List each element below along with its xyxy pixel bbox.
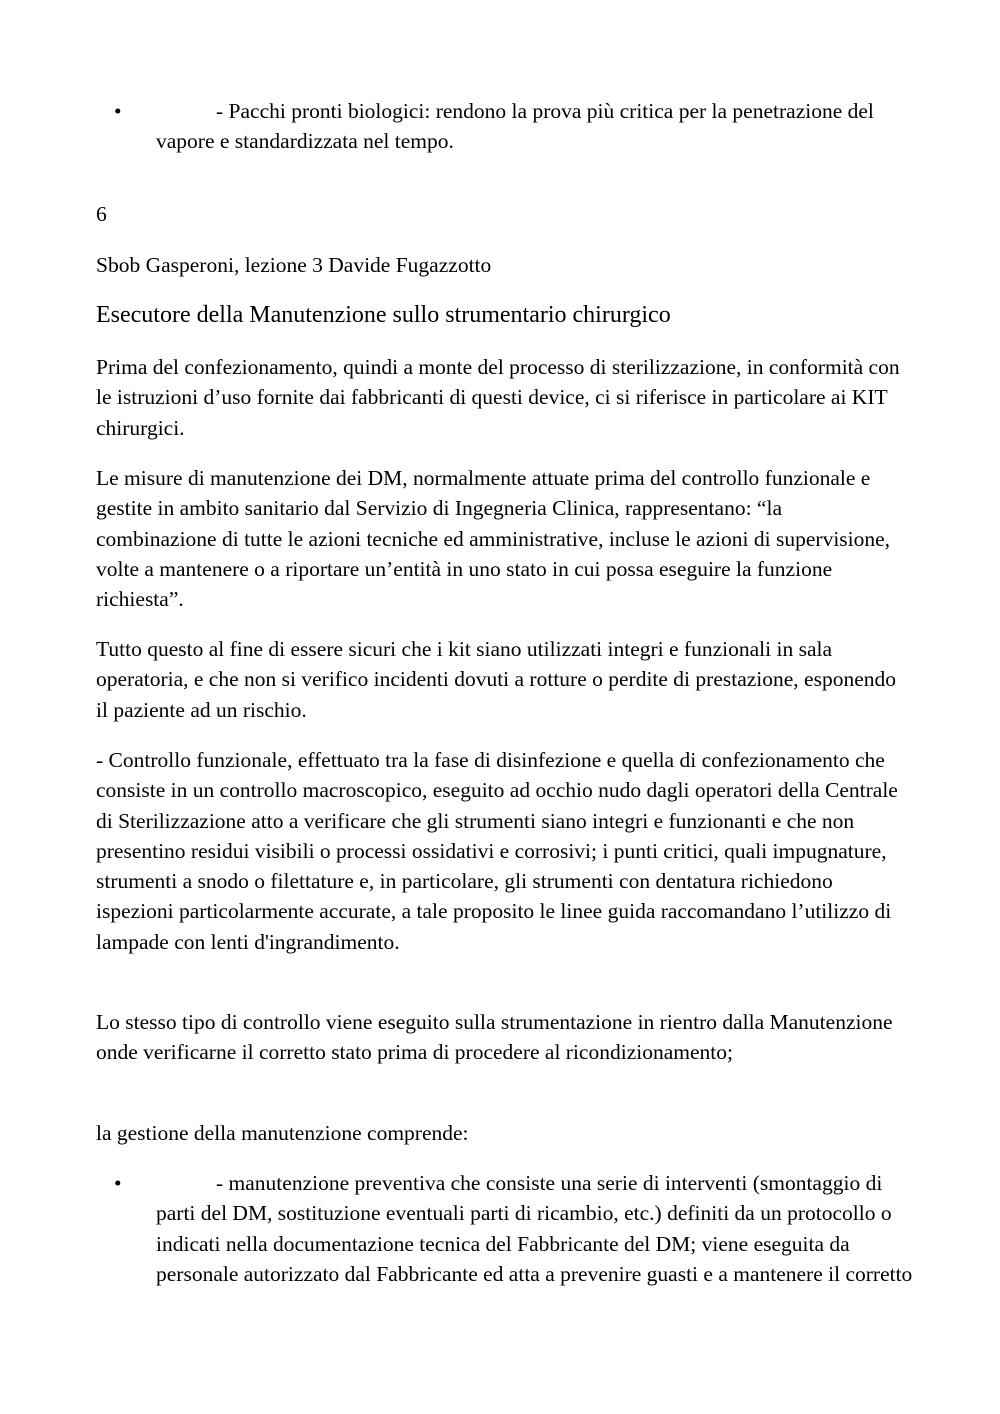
bullet-icon: •: [114, 99, 122, 123]
section-title: Esecutore della Manutenzione sullo strumentario chirurgico: [96, 302, 671, 328]
page-number: 6: [96, 202, 107, 226]
header-line: Sbob Gasperoni, lezione 3 Davide Fugazzotto: [96, 253, 492, 277]
list-item: [96, 1168, 916, 1289]
bullet-icon: •: [114, 1171, 122, 1195]
bullet-text: - Pacchi pronti biologici: rendono la prova più critica per la penetrazione del vapore e standardizzata nel tempo.: [156, 99, 874, 154]
paragraph: Prima del confezionamento, quindi a monte del processo di sterilizzazione, in conformità con le istruzioni d’uso fornite dai fabbricanti di questi device, ci si riferisce in particolare ai KIT chirurgici.: [96, 355, 900, 440]
list-item: [96, 96, 916, 157]
paragraph: - Controllo funzionale, effettuato tra la fase di disinfezione e quella di confezionamento che consiste in un controllo macroscopico, eseguito ad occhio nudo dagli operatori della Centrale di Sterilizzazione atto a verificare che gli strumenti siano integri e funzionanti e che non presentino residui visibili o processi ossidativi e corrosivi; i punti critici, quali impugnature, strumenti a snodo o filettature e, in particolare, gli strumenti con dentatura richiedono ispezioni particolarmente accurate, a tale proposito le linee guida raccomandano l’utilizzo di lampade con lenti d'ingrandimento.: [96, 748, 898, 954]
bullet-text: - manutenzione preventiva che consiste una serie di interventi (smontaggio di parti del DM, sostituzione eventuali parti di ricambio, etc.) definiti da un protocollo o indicati nella documentazione tecnica del Fabbricante del DM; viene eseguita da personale autorizzato dal Fabbricante ed atta a prevenire guasti e a mantenere il corretto: [156, 1171, 913, 1286]
paragraph: Tutto questo al fine di essere sicuri che i kit siano utilizzati integri e funzionali in sala operatoria, e che non si verifico incidenti dovuti a rotture o perdite di prestazione, esponendo il paziente ad un rischio.: [96, 637, 897, 722]
paragraph: Le misure di manutenzione dei DM, normalmente attuate prima del controllo funzionale e gestite in ambito sanitario dal Servizio di Ingegneria Clinica, rappresentano: “la combinazione di tutte le azioni tecniche ed amministrative, incluse le azioni di supervisione, volte a mantenere o a riportare un’entità in uno stato in cui possa eseguire la funzione richiesta”.: [96, 466, 891, 612]
paragraph: Lo stesso tipo di controllo viene eseguito sulla strumentazione in rientro dalla Manutenzione onde verificarne il corretto stato prima di procedere al ricondizionamento;: [96, 1010, 893, 1065]
paragraph: la gestione della manutenzione comprende:: [96, 1121, 469, 1145]
